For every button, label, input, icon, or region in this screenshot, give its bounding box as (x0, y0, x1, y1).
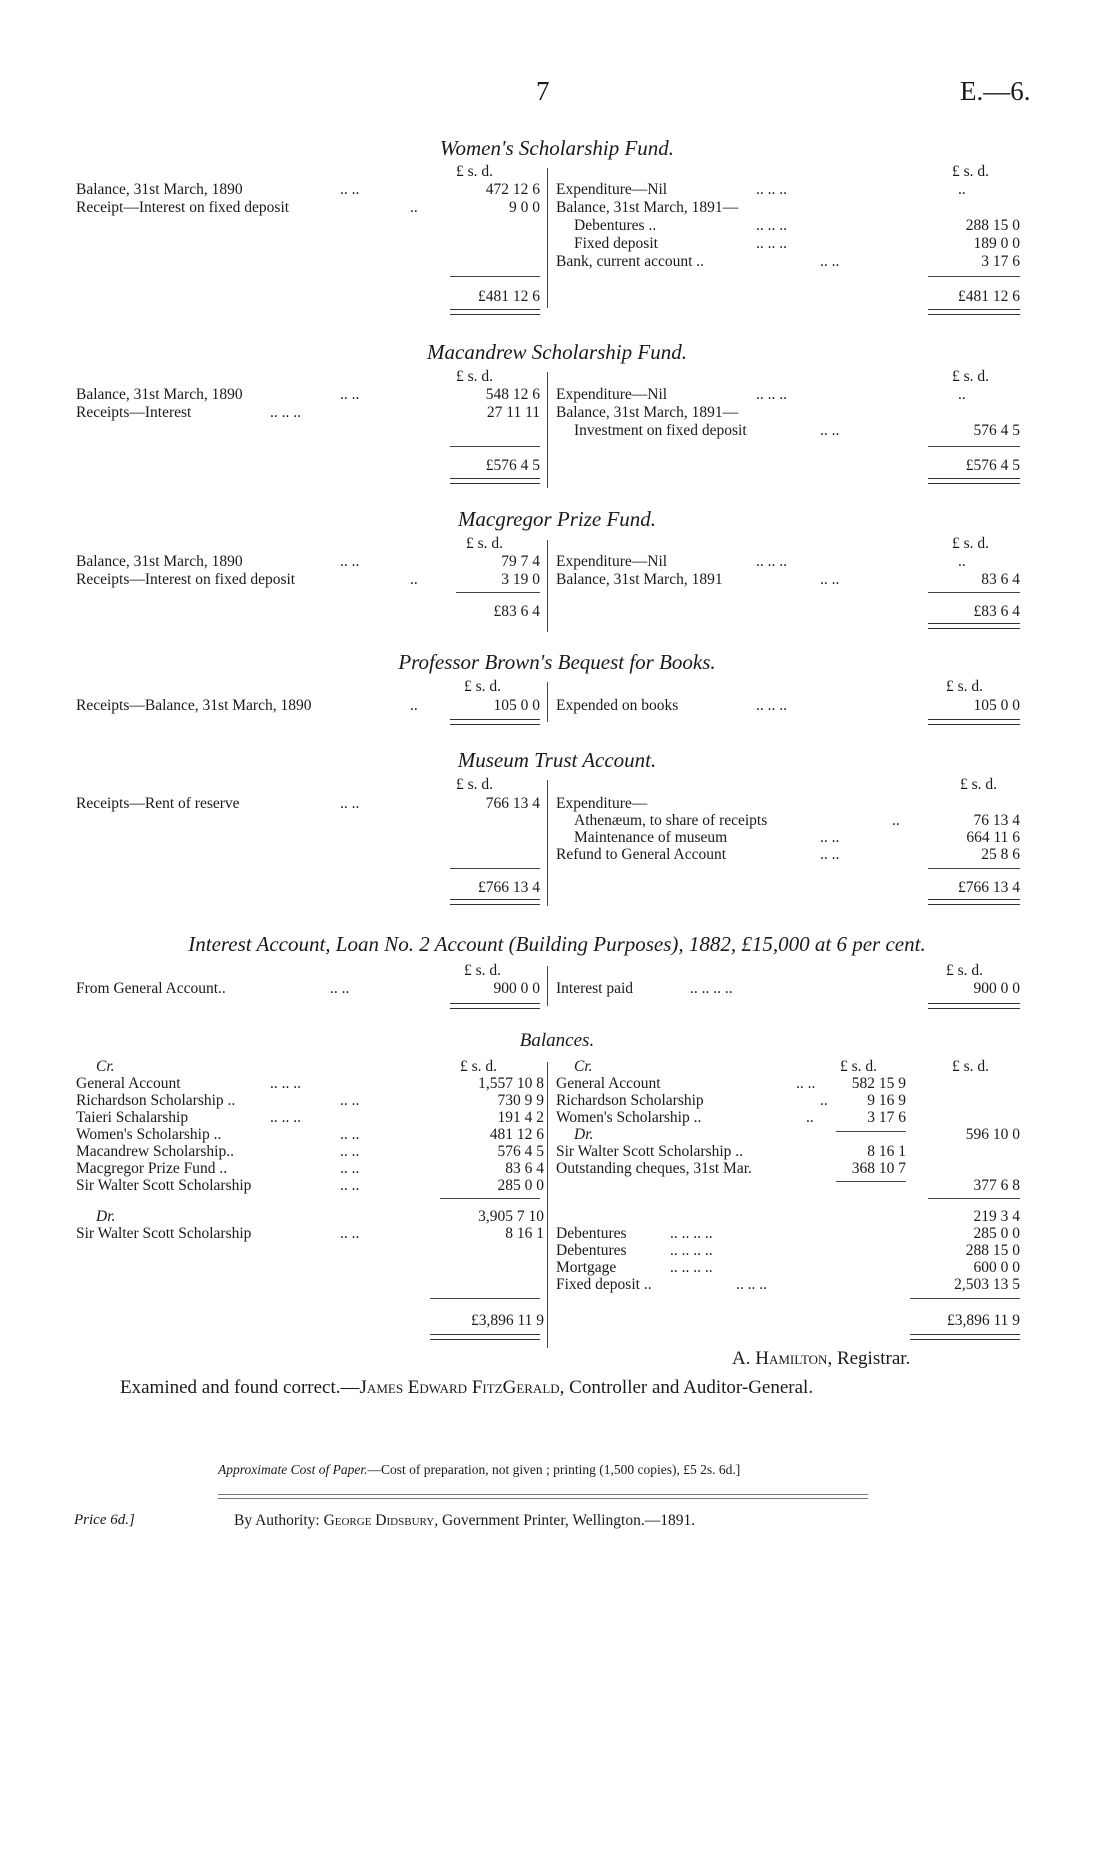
debit-heading: Dr. (574, 1126, 594, 1143)
ledger-label: Sir Walter Scott Scholarship .. (556, 1143, 744, 1160)
ledger-amount: 8 16 1 (867, 1143, 906, 1160)
ledger-label: Interest paid (556, 980, 634, 997)
womens-fund-title: Women's Scholarship Fund. (439, 136, 675, 160)
ledger-amount: 582 15 9 (851, 1075, 906, 1092)
ledger-label: Debentures (556, 1242, 627, 1259)
total-rule (430, 1334, 540, 1340)
museum-trust-title: Museum Trust Account. (457, 748, 657, 772)
ledger-amount: 596 10 0 (965, 1126, 1020, 1143)
ledger-dots: .. .. (820, 253, 840, 270)
ledger-amount: .. (958, 386, 966, 403)
ledger-dots: .. (410, 199, 418, 216)
ledger-label: Balance, 31st March, 1891— (556, 404, 739, 421)
total-rule (928, 309, 1020, 315)
total-rule (450, 899, 540, 905)
lsd-header: £ s. d. (456, 163, 494, 180)
ledger-total: £576 4 5 (965, 457, 1020, 474)
ledger-dots: .. .. (340, 553, 360, 570)
ledger-label: Investment on fixed deposit (574, 422, 747, 439)
ledger-dots: .. .. (820, 829, 840, 846)
ledger-amount: 1,557 10 8 (478, 1075, 544, 1092)
ledger-label: Receipts—Balance, 31st March, 1890 (76, 697, 312, 714)
debit-heading: Dr. (96, 1208, 116, 1225)
ledger-label: Balance, 31st March, 1890 (76, 386, 243, 403)
ledger-amount: 377 6 8 (973, 1177, 1020, 1194)
ledger-total: £576 4 5 (485, 457, 540, 474)
sum-rule (928, 446, 1020, 447)
ledger-dots: .. .. (340, 1092, 360, 1109)
column-divider (547, 540, 548, 632)
ledger-amount: 219 3 4 (973, 1208, 1020, 1225)
ledger-label: Receipt—Interest on fixed deposit (76, 199, 290, 216)
ledger-dots: .. (820, 1092, 828, 1109)
macandrew-fund-title: Macandrew Scholarship Fund. (427, 340, 687, 364)
total-rule (928, 1003, 1020, 1009)
total-rule (928, 719, 1020, 725)
ledger-amount: 576 4 5 (973, 422, 1020, 439)
ledger-amount: 8 16 1 (505, 1225, 544, 1242)
footer-rule (218, 1498, 868, 1499)
sum-rule (928, 868, 1020, 869)
ledger-amount: 3 17 6 (867, 1109, 906, 1126)
ledger-label: General Account (76, 1075, 181, 1092)
ledger-dots: .. (410, 571, 418, 588)
ledger-total: £83 6 4 (493, 603, 540, 620)
ledger-label: Sir Walter Scott Scholarship (76, 1177, 252, 1194)
ledger-label: Expenditure—Nil (556, 553, 668, 570)
sum-rule (440, 1198, 540, 1199)
total-rule (450, 719, 540, 725)
ledger-subtotal: 3,905 7 10 (478, 1208, 544, 1225)
cost-note (218, 1462, 740, 1478)
ledger-amount: .. (958, 181, 966, 198)
lsd-header: £ s. d. (946, 678, 984, 695)
ledger-amount: 191 4 2 (497, 1109, 544, 1126)
ledger-dots: .. .. (340, 1126, 360, 1143)
sum-rule (456, 592, 540, 593)
brown-bequest-title: Professor Brown's Bequest for Books. (398, 650, 716, 674)
ledger-dots: .. (806, 1109, 814, 1126)
column-divider (547, 682, 548, 722)
ledger-dots: .. .. .. (756, 697, 787, 714)
price-note: Price 6d.] (74, 1512, 135, 1528)
ledger-total: £766 13 4 (478, 879, 540, 896)
ledger-label: Refund to General Account (556, 846, 727, 863)
lsd-header: £ s. d. (960, 776, 998, 793)
ledger-amount: .. (958, 553, 966, 570)
ledger-dots: .. .. .. (736, 1276, 767, 1293)
ledger-label: General Account (556, 1075, 661, 1092)
ledger-amount: 3 19 0 (501, 571, 540, 588)
interest-account-title: Interest Account, Loan No. 2 Account (Building Purposes), 1882, £15,000 at 6 per cent. (188, 932, 926, 956)
ledger-total: £766 13 4 (958, 879, 1020, 896)
sum-rule (450, 868, 540, 869)
sum-rule (928, 276, 1020, 277)
column-divider (547, 966, 548, 1006)
sum-rule (836, 1131, 906, 1132)
ledger-label: Receipts—Interest (76, 404, 192, 421)
ledger-label: Mortgage (556, 1259, 617, 1276)
ledger-amount: 27 11 11 (486, 404, 540, 421)
ledger-label: Athenæum, to share of receipts (574, 812, 768, 829)
ledger-label: Expenditure— (556, 795, 648, 812)
ledger-dots: .. .. (340, 795, 360, 812)
ledger-amount: 3 17 6 (981, 253, 1020, 270)
examined-prefix: Examined and found correct.— (120, 1377, 360, 1398)
ledger-label: Balance, 31st March, 1890 (76, 181, 243, 198)
ledger-amount: 600 0 0 (973, 1259, 1020, 1276)
authority-line (234, 1512, 695, 1530)
ledger-label: Fixed deposit .. (556, 1276, 652, 1293)
ledger-label: Sir Walter Scott Scholarship (76, 1225, 252, 1242)
ledger-amount: 9 16 9 (867, 1092, 906, 1109)
lsd-header: £ s. d. (456, 368, 494, 385)
ledger-amount: 576 4 5 (497, 1143, 544, 1160)
registrar-role: , Registrar. (827, 1348, 911, 1369)
lsd-header: £ s. d. (460, 1058, 498, 1075)
total-rule (450, 1003, 540, 1009)
cost-label: Approximate Cost of Paper. (218, 1462, 368, 1477)
ledger-dots: .. .. .. (270, 1109, 301, 1126)
ledger-label: Outstanding cheques, 31st Mar. (556, 1160, 752, 1177)
ledger-amount: 730 9 9 (497, 1092, 544, 1109)
credit-heading: Cr. (96, 1058, 115, 1075)
ledger-label: Balance, 31st March, 1891 (556, 571, 723, 588)
ledger-total: £481 12 6 (958, 288, 1020, 305)
ledger-label: Debentures (556, 1225, 627, 1242)
ledger-label: Balance, 31st March, 1890 (76, 553, 243, 570)
ledger-label: Richardson Scholarship (556, 1092, 704, 1109)
ledger-label: Debentures .. (574, 217, 657, 234)
ledger-label: Women's Scholarship .. (76, 1126, 222, 1143)
document-reference: E.—6. (960, 76, 1031, 106)
ledger-amount: 105 0 0 (493, 697, 540, 714)
ledger-label: Bank, current account .. (556, 253, 705, 270)
ledger-amount: 105 0 0 (973, 697, 1020, 714)
ledger-amount: 900 0 0 (973, 980, 1020, 997)
lsd-header: £ s. d. (456, 776, 494, 793)
sum-rule (928, 1198, 1020, 1199)
column-divider (547, 372, 548, 488)
lsd-header: £ s. d. (840, 1058, 878, 1075)
sum-rule (928, 592, 1020, 593)
ledger-dots: .. .. .. (270, 404, 301, 421)
lsd-header: £ s. d. (464, 962, 502, 979)
ledger-amount: 25 8 6 (981, 846, 1020, 863)
ledger-label: Maintenance of museum (574, 829, 728, 846)
page-number: 7 (536, 76, 550, 106)
auditor-statement (120, 1377, 813, 1399)
ledger-dots: .. .. (820, 422, 840, 439)
ledger-label: Taieri Schalarship (76, 1109, 189, 1126)
ledger-dots: .. .. (340, 386, 360, 403)
ledger-label: Receipts—Rent of reserve (76, 795, 240, 812)
ledger-amount: 548 12 6 (485, 386, 540, 403)
ledger-total: £3,896 11 9 (946, 1312, 1020, 1329)
authority-prefix: By Authority: (234, 1512, 320, 1529)
ledger-dots: .. .. (820, 571, 840, 588)
ledger-amount: 2,503 13 5 (954, 1276, 1020, 1293)
ledger-dots: .. .. .. .. (690, 980, 733, 997)
ledger-label: Receipts—Interest on fixed deposit (76, 571, 296, 588)
ledger-dots: .. .. .. .. (670, 1259, 713, 1276)
ledger-label: Expenditure—Nil (556, 181, 668, 198)
ledger-amount: 288 15 0 (965, 217, 1020, 234)
balances-title: Balances. (519, 1030, 595, 1051)
ledger-total: £3,896 11 9 (470, 1312, 544, 1329)
ledger-total: £481 12 6 (478, 288, 540, 305)
column-divider (547, 1062, 548, 1348)
ledger-amount: 472 12 6 (485, 181, 540, 198)
ledger-amount: 83 6 4 (505, 1160, 544, 1177)
ledger-dots: .. .. (340, 1225, 360, 1242)
sum-rule (430, 1298, 540, 1299)
ledger-label: Fixed deposit (574, 235, 658, 252)
macgregor-fund-title: Macgregor Prize Fund. (457, 507, 657, 531)
ledger-dots: .. .. .. (756, 553, 787, 570)
total-rule (928, 623, 1020, 629)
ledger-amount: 76 13 4 (973, 812, 1020, 829)
footer-rule (218, 1494, 868, 1495)
total-rule (450, 309, 540, 315)
ledger-label: Expenditure—Nil (556, 386, 668, 403)
authority-suffix: , Government Printer, Wellington.—1891. (434, 1512, 696, 1529)
total-rule (450, 478, 540, 484)
total-rule (928, 899, 1020, 905)
lsd-header: £ s. d. (464, 678, 502, 695)
lsd-header: £ s. d. (466, 535, 504, 552)
ledger-dots: .. .. .. (756, 181, 787, 198)
ledger-amount: 481 12 6 (489, 1126, 544, 1143)
cost-text: —Cost of preparation, not given ; printing (1,500 copies), £5 2s. 6d.] (367, 1462, 741, 1477)
lsd-header: £ s. d. (952, 1058, 990, 1075)
ledger-dots: .. (892, 812, 900, 829)
ledger-label: Macgregor Prize Fund .. (76, 1160, 228, 1177)
ledger-amount: 9 0 0 (509, 199, 540, 216)
ledger-dots: .. .. (340, 1177, 360, 1194)
ledger-label: Macandrew Scholarship.. (76, 1143, 234, 1160)
registrar-signature (732, 1348, 910, 1370)
lsd-header: £ s. d. (946, 962, 984, 979)
credit-heading: Cr. (574, 1058, 593, 1075)
ledger-dots: .. (410, 697, 418, 714)
ledger-amount: 79 7 4 (501, 553, 540, 570)
ledger-dots: .. .. (340, 181, 360, 198)
ledger-dots: .. .. (340, 1143, 360, 1160)
sum-rule (450, 276, 540, 277)
ledger-dots: .. .. .. .. (670, 1242, 713, 1259)
ledger-dots: .. .. .. (756, 217, 787, 234)
sum-rule (836, 1181, 906, 1182)
ledger-label: Richardson Scholarship .. (76, 1092, 236, 1109)
ledger-dots: .. .. .. .. (670, 1225, 713, 1242)
registrar-name: A. Hamilton (732, 1348, 828, 1369)
sum-rule (450, 446, 540, 447)
ledger-total: £83 6 4 (973, 603, 1020, 620)
printer-name: George Didsbury (323, 1512, 435, 1529)
ledger-label: From General Account.. (76, 980, 226, 997)
lsd-header: £ s. d. (952, 163, 990, 180)
ledger-dots: .. .. (340, 1160, 360, 1177)
ledger-amount: 288 15 0 (965, 1242, 1020, 1259)
ledger-amount: 664 11 6 (966, 829, 1020, 846)
ledger-amount: 368 10 7 (851, 1160, 906, 1177)
ledger-dots: .. .. .. (270, 1075, 301, 1092)
total-rule (928, 478, 1020, 484)
lsd-header: £ s. d. (952, 368, 990, 385)
ledger-dots: .. .. .. (756, 235, 787, 252)
ledger-label: Women's Scholarship .. (556, 1109, 702, 1126)
ledger-dots: .. .. .. (756, 386, 787, 403)
ledger-dots: .. .. (330, 980, 350, 997)
ledger-amount: 766 13 4 (485, 795, 540, 812)
lsd-header: £ s. d. (952, 535, 990, 552)
ledger-label: Balance, 31st March, 1891— (556, 199, 739, 216)
sum-rule (910, 1298, 1020, 1299)
auditor-role: , Controller and Auditor-General. (559, 1377, 814, 1398)
ledger-amount: 83 6 4 (981, 571, 1020, 588)
ledger-amount: 285 0 0 (973, 1225, 1020, 1242)
ledger-amount: 285 0 0 (497, 1177, 544, 1194)
ledger-label: Expended on books (556, 697, 679, 714)
ledger-dots: .. .. (796, 1075, 816, 1092)
ledger-dots: .. .. (820, 846, 840, 863)
column-divider (547, 780, 548, 906)
column-divider (547, 168, 548, 308)
ledger-amount: 900 0 0 (493, 980, 540, 997)
ledger-amount: 189 0 0 (973, 235, 1020, 252)
auditor-name: James Edward FitzGerald (359, 1377, 560, 1398)
total-rule (910, 1334, 1020, 1340)
